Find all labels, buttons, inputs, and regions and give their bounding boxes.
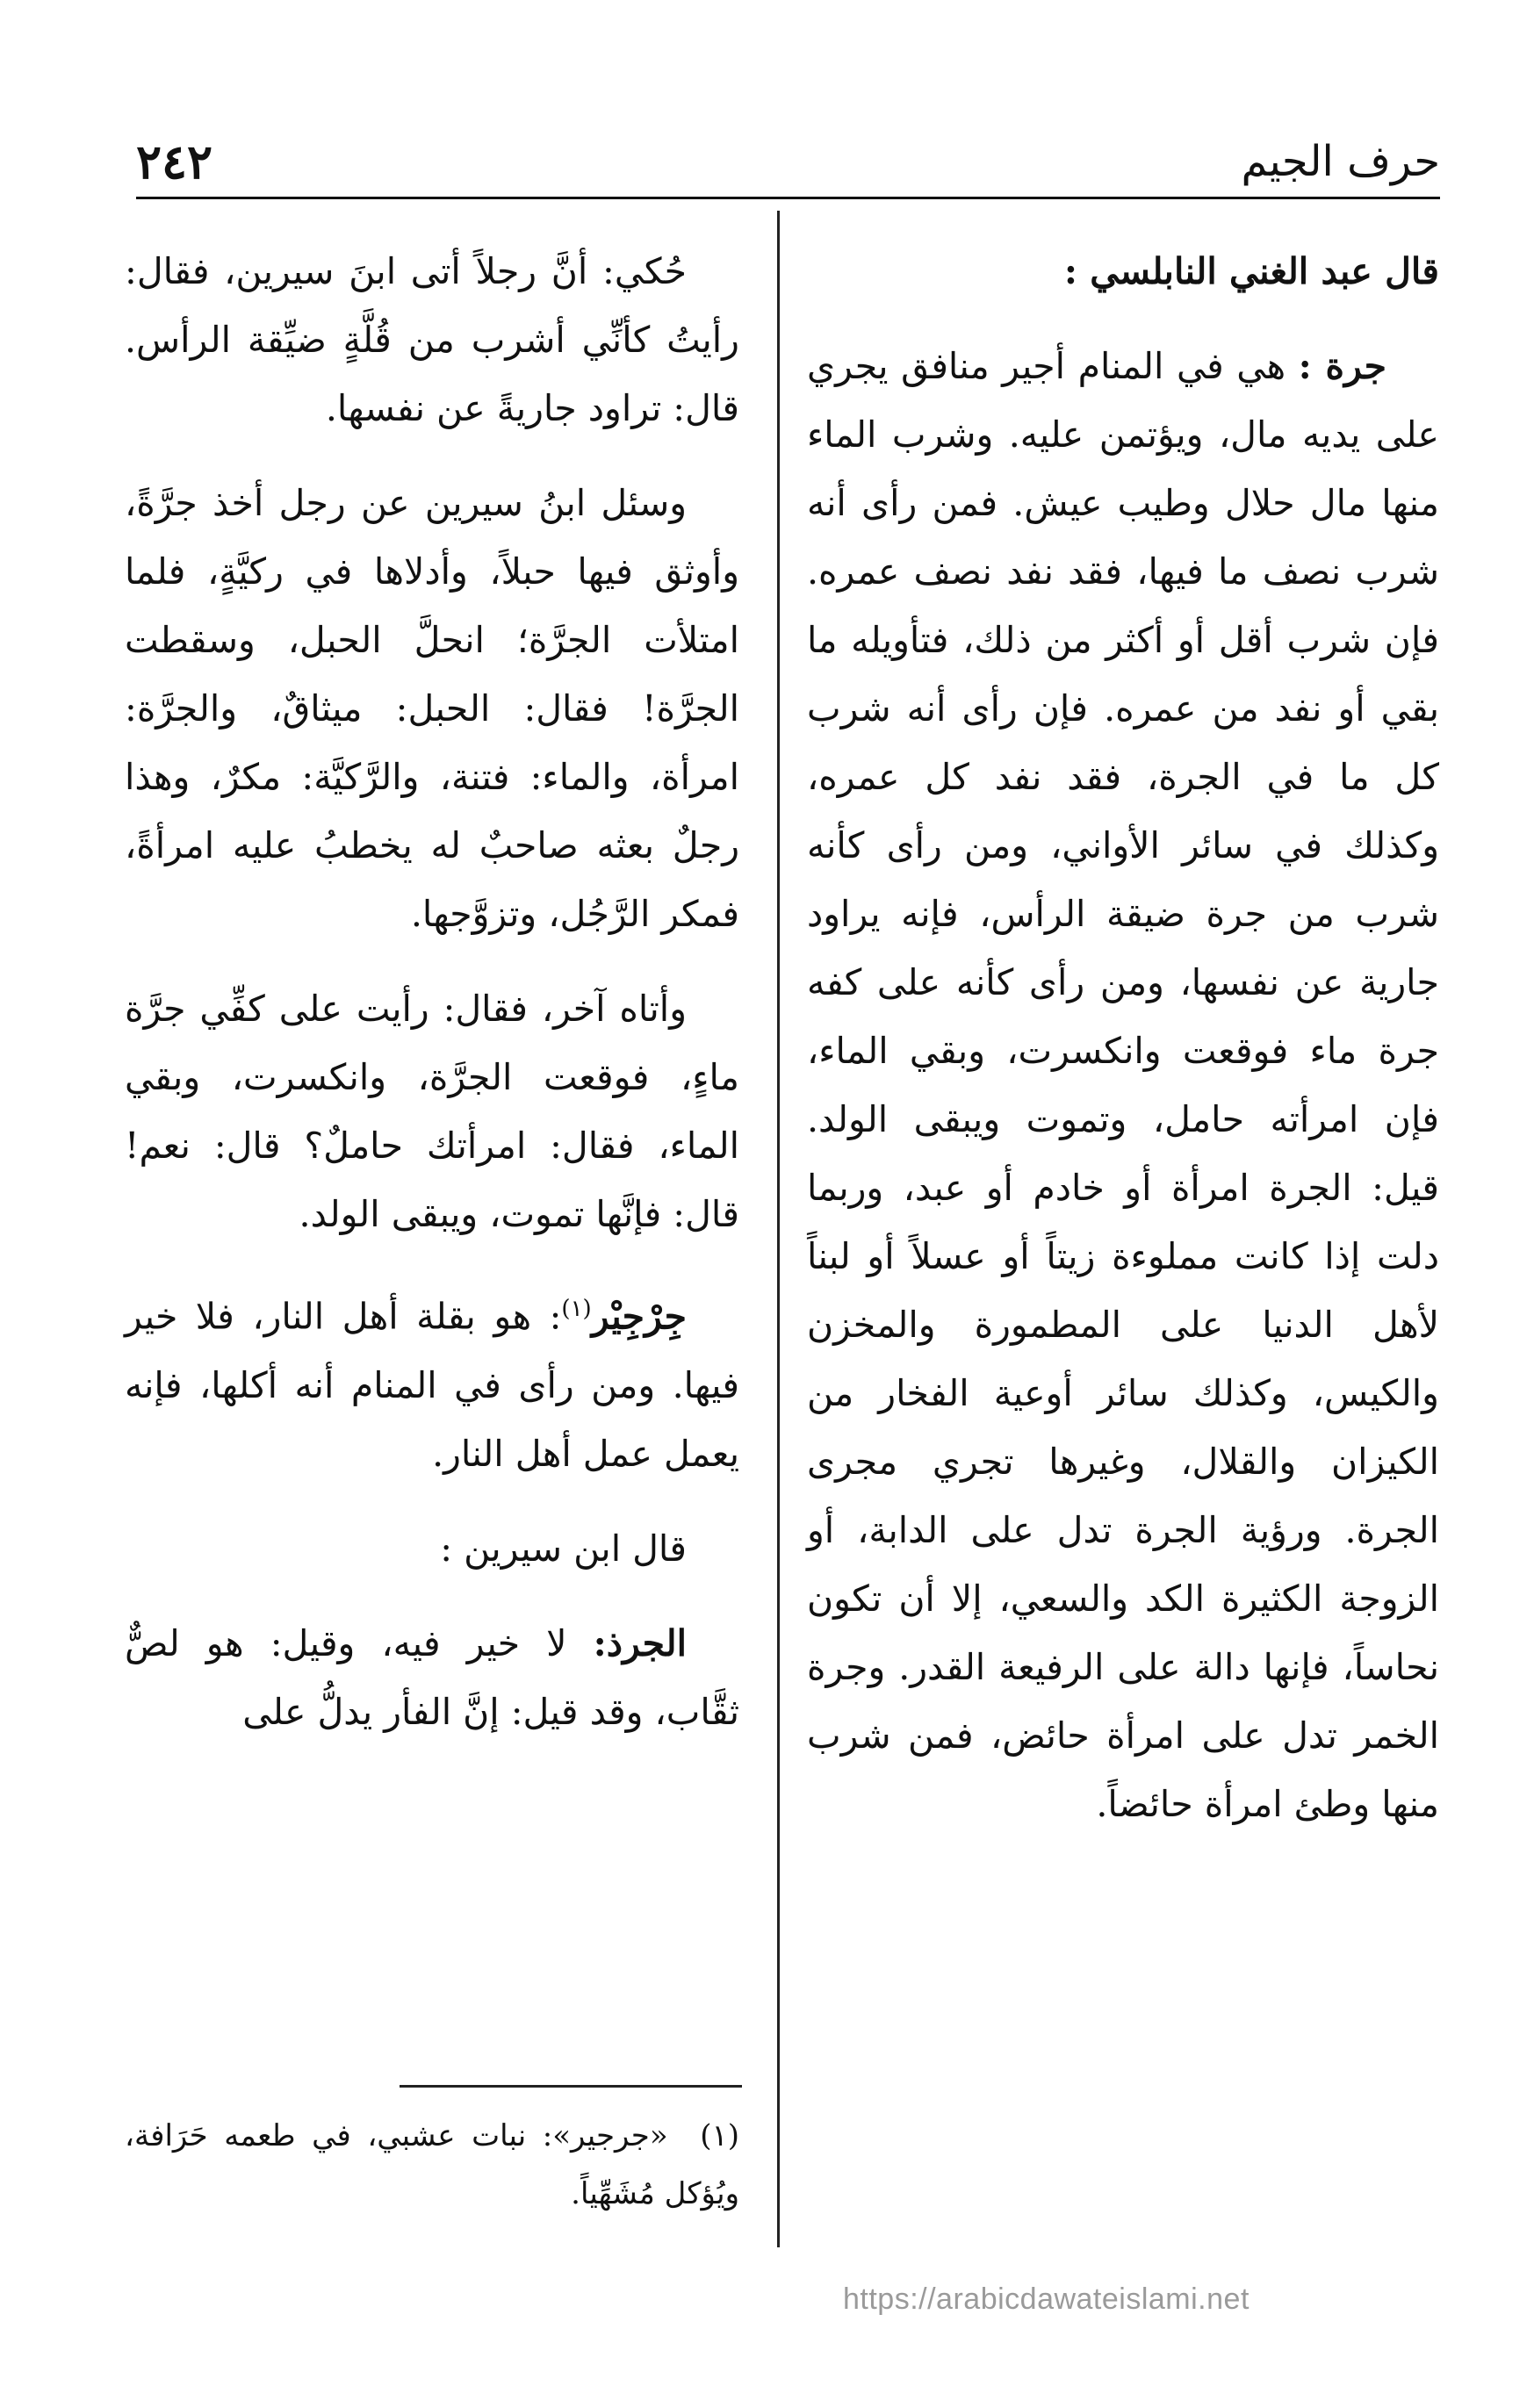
paragraph: وأتاه آخر، فقال: رأيت على كفِّي جرَّة ماءٍ، فوقعت الجرَّة، وانكسرت، وبقي الماء، فقال: امرأتك حاملٌ؟ قال: نعم! قال: فإنَّها تموت، ويبقى الولد. [125,988,739,1235]
entry-jarra [807,332,1439,1838]
left-column [125,237,739,1772]
section-heading-nabulsi: قال عبد الغني النابلسي : [1063,250,1439,292]
footnote-rule [400,2085,742,2088]
page-number: ٢٤٢ [136,133,213,190]
right-column [807,237,1439,1865]
entry-body: : هو بقلة أهل النار، فلا خير فيها. ومن رأى في المنام أنه أكلها، فإنه يعمل عمل أهل النار. [125,1295,739,1475]
entry-term: الجرذ: [593,1621,687,1664]
entry-jarjir [125,1275,739,1488]
section-heading-ibn-sirin: قال ابن سيرين : [440,1527,687,1570]
footnote [125,2107,739,2223]
entry-body: لا خير فيه، وقيل: هو لصٌّ ثقَّاب، وقد قيل: إنَّ الفأر يدلُّ على [125,1621,739,1733]
entry-term: جرة : [1298,345,1386,387]
paragraph: حُكي: أنَّ رجلاً أتى ابنَ سيرين، فقال: رأيتُ كأنِّي أشرب من قُلَّةٍ ضيِّقة الرأس. قال: تراود جاريةً عن نفسها. [125,250,739,429]
footnote-reference: (١) [561,1296,592,1322]
footnote-number: (١) [700,2118,739,2153]
entry-term: جِرْجِيْر [591,1295,687,1338]
header-rule [136,197,1440,199]
running-head: حرف الجيم [1241,137,1440,186]
footnote-text: «جرجير»: نبات عشبي، في طعمه حَرَافة، ويُؤكل مُشَهِّياً. [125,2118,739,2211]
paragraph: وسئل ابنُ سيرين عن رجل أخذ جرَّةً، وأوثق فيها حبلاً، وأدلاها في ركيَّةٍ، فلما امتلأت الجرَّة؛ انحلَّ الحبل، وسقطت الجرَّة! فقال: الحبل: ميثاقٌ، والجرَّة: امرأة، والماء: فتنة، والرَّكيَّة: مكرٌ، وهذا رجلٌ بعثه صاحبٌ له يخطبُ عليه امرأةً، فمكر الرَّجُل، وتزوَّجها. [125,482,739,935]
watermark: https://arabicdawateislami.net [843,2282,1250,2316]
column-divider [777,211,780,2247]
entry-jurdh [125,1609,739,1746]
entry-body: هي في المنام أجير منافق يجري على يديه مال، ويؤتمن عليه. وشرب الماء منها مال حلال وطيب عيش. فمن رأى أنه شرب نصف ما فيها، فقد نفد نصف عمره. فإن شرب أقل أو أكثر من ذلك، فتأويله ما بقي أو نفد من عمره. فإن رأى أنه شرب كل ما في الجرة، فقد نفد كل عمره، وكذلك في سائر الأواني، ومن رأى كأنه شرب من جرة ضيقة الرأس، فإنه يراود جارية عن نفسها، ومن رأى كأنه على كفه جرة ماء فوقعت وانكسرت، وبقي الماء، فإن امرأته حامل، وتموت ويبقى الولد. قيل: الجرة امرأة أو خادم أو عبد، وربما دلت إذا كانت مملوءة زيتاً أو عسلاً أو لبناً لأهل الدنيا على المطمورة والمخزن والكيس، وكذلك سائر أوعية الفخار من الكيزان والقلال، وغيرها تجري مجرى الجرة. ورؤية الجرة تدل على الدابة، أو الزوجة الكثيرة الكد والسعي، إلا أن تكون نحاساً، فإنها دالة على الرفيعة القدر. وجرة الخمر تدل على امرأة حائض، فمن شرب منها وطئ امرأة حائضاً. [807,345,1439,1825]
page-header [136,130,1440,200]
